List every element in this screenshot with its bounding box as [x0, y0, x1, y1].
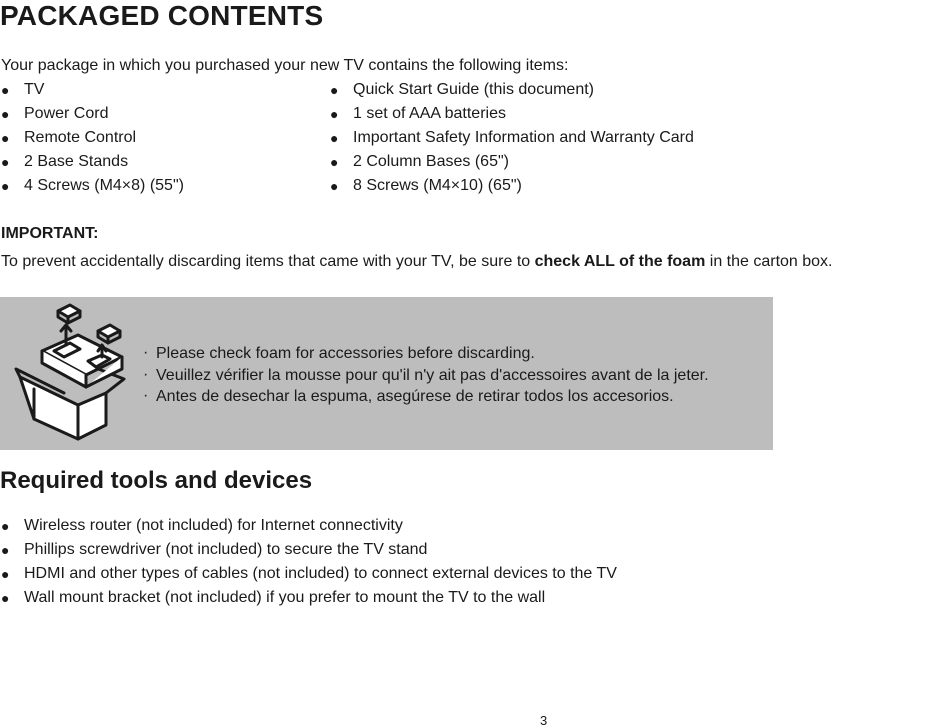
bullet-icon: ●	[1, 130, 10, 146]
list-item: ● HDMI and other types of cables (not included) to connect external devices to the TV	[1, 565, 617, 582]
bullet-icon: ●	[1, 178, 10, 194]
bullet-icon: ●	[330, 154, 339, 170]
page-number: 3	[540, 713, 548, 728]
list-item: ● 2 Base Stands	[1, 153, 129, 170]
list-item: ● Important Safety Information and Warranty Card	[330, 129, 694, 146]
tools-section-title: Required tools and devices	[0, 467, 313, 494]
carton-foam-icon	[14, 301, 134, 443]
contents-list-right	[329, 80, 694, 200]
list-item: ● Power Cord	[1, 105, 109, 122]
bullet-icon: ●	[1, 590, 10, 606]
list-item: ● Quick Start Guide (this document)	[330, 81, 594, 98]
bullet-icon: ●	[330, 82, 339, 98]
bullet-icon: ●	[330, 106, 339, 122]
list-item: ● 4 Screws (M4×8) (55")	[1, 177, 184, 194]
list-item: ● 2 Column Bases (65")	[330, 153, 509, 170]
important-emphasis: check ALL of the foam	[534, 253, 706, 270]
notice-line: · Antes de desechar la espuma, asegúrese de retirar todos los accesorios.	[143, 387, 674, 405]
contents-list-left	[0, 80, 184, 200]
list-item: ● TV	[1, 81, 45, 98]
list-item: ● 8 Screws (M4×10) (65")	[330, 177, 522, 194]
bullet-icon: ●	[330, 178, 339, 194]
list-item: ● Phillips screwdriver (not included) to secure the TV stand	[1, 541, 428, 558]
bullet-icon: ●	[1, 566, 10, 582]
list-item: ● Wireless router (not included) for Internet connectivity	[1, 517, 403, 534]
bullet-icon: ●	[1, 82, 10, 98]
notice-line: · Veuillez vérifier la mousse pour qu'il n'y ait pas d'accessoires avant de la jeter.	[143, 365, 709, 384]
list-item: ● 1 set of AAA batteries	[330, 105, 506, 122]
bullet-icon: ●	[1, 542, 10, 558]
foam-notice-box	[0, 297, 773, 450]
notice-line: · Please check foam for accessories before discarding.	[143, 344, 535, 362]
bullet-icon: ●	[1, 518, 10, 534]
page-title: PACKAGED CONTENTS	[0, 0, 324, 31]
bullet-icon: ●	[1, 106, 10, 122]
important-text: To prevent accidentally discarding items that came with your TV, be sure to check ALL of the foam in the carton box.	[1, 253, 833, 270]
list-item: ● Wall mount bracket (not included) if you prefer to mount the TV to the wall	[1, 589, 546, 606]
intro-text: Your package in which you purchased your new TV contains the following items:	[1, 57, 569, 74]
tools-list	[0, 516, 617, 612]
notice-lines	[143, 344, 709, 409]
bullet-icon: ●	[1, 154, 10, 170]
bullet-icon: ●	[330, 130, 339, 146]
important-label: IMPORTANT:	[1, 225, 99, 242]
list-item: ● Remote Control	[1, 129, 137, 146]
